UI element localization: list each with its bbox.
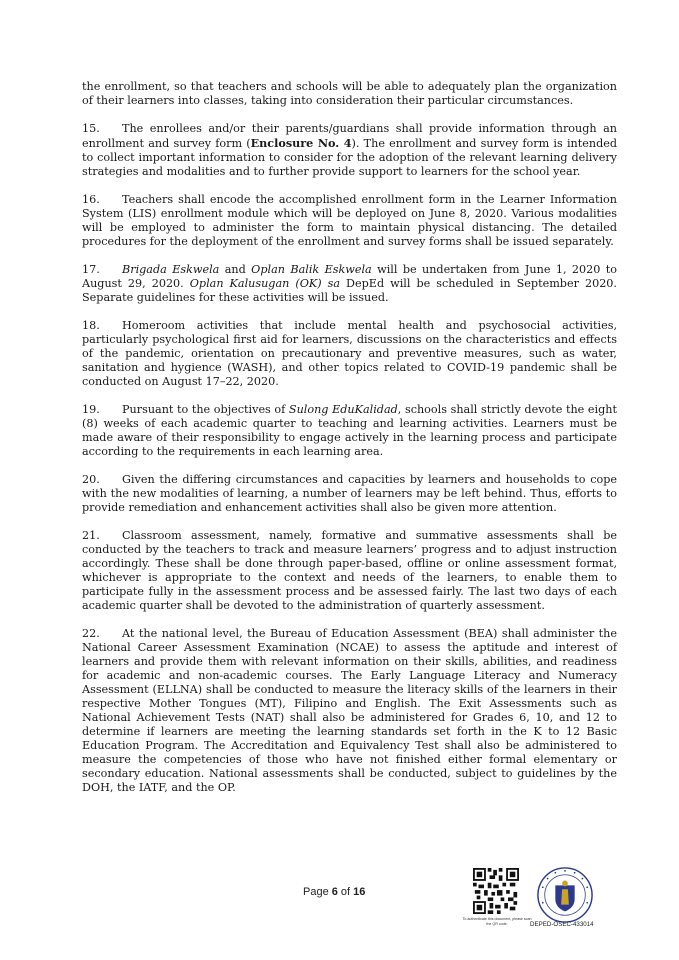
paragraph-text: Pursuant to the objectives of (122, 403, 289, 416)
paragraph-number: 17. (82, 263, 100, 276)
paragraph-number: 22. (82, 627, 100, 640)
paragraph-text: At the national level, the Bureau of Education Assessment (BEA) shall administer the National Career Assessment Examination (NCAE) to assess the aptitude and interest of learners and provide them with relevant information on their skills, abilities, and readiness for academic and non-academic courses. The Early Language Literacy and Numeracy Assessment (ELLNA) shall be conducted to measure the literacy skills of the learners in their respective Mother Tongues (MT), Filipino and English. The Exit Assessments such as National Achievement Tests (NAT) shall also be administered for Grades 6, 10, and 12 to determine if learners are meeting the learning standards set forth in the K to 12 Basic Education Program. The Accreditation and Equivalency Test shall also be administered to measure the competencies of those who have not finished either formal elementary or secondary education. National assessments shall be conducted, subject to guidelines by the DOH, the IATF, and the OP. (82, 627, 617, 794)
paragraph-text: The enrollees and/or their parents/guardians shall provide information through an enrollment and survey form ( (82, 122, 617, 150)
page-number: Page 6 of 16 (303, 886, 366, 898)
paragraph-number: 15. (82, 122, 100, 135)
paragraph-16 (82, 193, 617, 249)
paragraph-text: Given the differing circumstances and capacities by learners and households to cope with the new modalities of learning, a number of learners may be left behind. Thus, efforts to provide remediation and enhancement activities shall also be given more attention. (82, 473, 617, 514)
italic-text: Brigada Eskwela (122, 263, 220, 276)
paragraph-19 (82, 403, 617, 459)
paragraph-text: will be undertaken from June 1, 2020 to August 29, 2020. (82, 263, 617, 290)
paragraph-text: , schools shall strictly devote the eight (8) weeks of each academic quarter to teaching and learning activities. Learners must be made aware of their responsibility to engage actively in the learning process and participate according to the requirements in each learning area. (82, 403, 617, 458)
paragraph-15 (82, 122, 617, 179)
paragraph-number: 19. (82, 403, 100, 416)
continuation-paragraph: the enrollment, so that teachers and schools will be able to adequately plan the organization of their learners into classes, taking into consideration their particular circumstances. (82, 80, 617, 107)
qr-code-icon (473, 868, 519, 914)
paragraph-18 (82, 319, 617, 389)
page-total: 16 (353, 886, 366, 898)
paragraph-text: DepEd will be scheduled in September 2020. Separate guidelines for these activities will be issued. (82, 277, 617, 304)
deped-seal-icon (536, 866, 594, 924)
paragraph-text: ). The enrollment and survey form is intended to collect important information to consider for the adoption of the relevant learning delivery strategies and modalities and to further provide support to learners for the school year. (82, 137, 618, 178)
paragraph-22 (82, 627, 617, 795)
paragraph-number: 20. (82, 473, 100, 486)
italic-text: Oplan Kalusugan (OK) sa (189, 277, 341, 290)
paragraph-number: 21. (82, 529, 100, 542)
italic-text: Sulong EduKalidad (288, 403, 398, 416)
bold-text: Enclosure No. 4 (250, 136, 352, 150)
paragraph-number: 18. (82, 319, 100, 332)
document-code: DEPED-OSEC-433014 (530, 921, 594, 928)
paragraph-text: Classroom assessment, namely, formative and summative assessments shall be conducted by the teachers to track and measure learners’ progress and to adjust instruction accordingly. These shall be done through paper-based, offline or online assessment format, whichever is appropriate to the context and needs of the learners, to enable them to participate fully in the assessment process and be assessed fairly. The last two days of each academic quarter shall be devoted to the administration of quarterly assessment. (82, 529, 617, 612)
numbered-paragraphs (82, 122, 617, 795)
document-body (82, 80, 617, 809)
qr-caption: To authenticate this document, please scan the QR code. (462, 917, 532, 926)
italic-text: Oplan Balik Eskwela (251, 263, 372, 276)
page-current: 6 (331, 886, 338, 898)
paragraph-21 (82, 529, 617, 613)
paragraph-20 (82, 473, 617, 515)
paragraph-text: and (219, 263, 252, 276)
paragraph-17 (82, 263, 617, 305)
paragraph-text: Teachers shall encode the accomplished enrollment form in the Learner Information System (LIS) enrollment module which will be deployed on June 8, 2020. Various modalities will be employed to administer the form to maintain physical distancing. The detailed procedures for the deployment of the enrollment and survey forms shall be issued separately. (82, 193, 617, 248)
paragraph-text: Homeroom activities that include mental health and psychosocial activities, particularly psychological first aid for learners, discussions on the characteristics and effects of the pandemic, orientation on precautionary and preventive measures, such as water, sanitation and hygience (WASH), and other topics related to COVID-19 pandemic shall be conducted on August 17–22, 2020. (82, 319, 617, 388)
paragraph-number: 16. (82, 193, 100, 206)
